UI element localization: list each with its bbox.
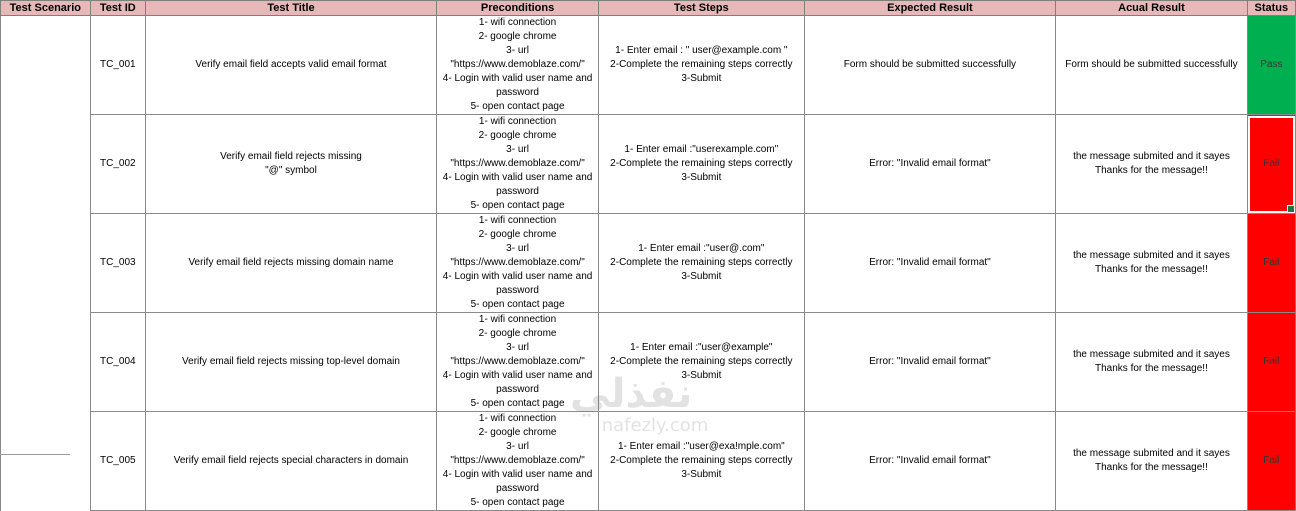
test-title-cell[interactable]: Verify email field rejects missing top-level domain: [145, 313, 436, 412]
expected-result-cell[interactable]: Error: "Invalid email format": [804, 115, 1056, 214]
table-row: [1, 16, 1296, 115]
preconditions-cell[interactable]: 1- wifi connection 2- google chrome 3- url "https://www.demoblaze.com/" 4- Login with valid user name and password 5- open contact page: [437, 16, 599, 115]
expected-result-cell[interactable]: Error: "Invalid email format": [804, 214, 1056, 313]
table-row: [1, 214, 1296, 313]
status-cell-fail[interactable]: Fail: [1247, 214, 1295, 313]
preconditions-cell[interactable]: 1- wifi connection 2- google chrome 3- url "https://www.demoblaze.com/" 4- Login with valid user name and password 5- open contact page: [437, 412, 599, 511]
status-cell-fail[interactable]: Fail: [1247, 313, 1295, 412]
expected-result-cell[interactable]: Error: "Invalid email format": [804, 313, 1056, 412]
test-title-cell[interactable]: Verify email field rejects missing "@" symbol: [145, 115, 436, 214]
header-expected-result[interactable]: Expected Result: [804, 1, 1056, 16]
table-row: [1, 115, 1296, 214]
header-actual-result[interactable]: Acual Result: [1056, 1, 1247, 16]
table-row: [1, 412, 1296, 511]
fill-handle[interactable]: [1287, 205, 1295, 213]
actual-result-cell[interactable]: the message submited and it sayes Thanks for the message!!: [1056, 412, 1247, 511]
status-cell-pass[interactable]: Pass: [1247, 16, 1295, 115]
header-test-scenario[interactable]: Test Scenario: [1, 1, 91, 16]
watermark-domain-text: nafezly.com: [601, 415, 709, 436]
header-test-id[interactable]: Test ID: [90, 1, 145, 16]
header-test-title[interactable]: Test Title: [145, 1, 436, 16]
header-preconditions[interactable]: Preconditions: [437, 1, 599, 16]
actual-result-cell[interactable]: the message submited and it sayes Thanks for the message!!: [1056, 313, 1247, 412]
expected-result-cell[interactable]: Error: "Invalid email format": [804, 412, 1056, 511]
test-title-cell[interactable]: Verify email field rejects special characters in domain: [145, 412, 436, 511]
expected-result-cell[interactable]: Form should be submitted successfully: [804, 16, 1056, 115]
test-steps-cell[interactable]: 1- Enter email :"user@exa!mple.com" 2-Complete the remaining steps correctly 3-Submit: [599, 412, 804, 511]
test-steps-cell[interactable]: 1- Enter email :"userexample.com" 2-Complete the remaining steps correctly 3-Submit: [599, 115, 804, 214]
actual-result-cell[interactable]: Form should be submitted successfully: [1056, 16, 1247, 115]
header-row: [1, 1, 1296, 16]
sheet-bottom-divider: [0, 454, 70, 455]
actual-result-cell[interactable]: the message submited and it sayes Thanks for the message!!: [1056, 214, 1247, 313]
test-id-cell[interactable]: TC_004: [90, 313, 145, 412]
test-steps-cell[interactable]: 1- Enter email :"user@example" 2-Complete the remaining steps correctly 3-Submit: [599, 313, 804, 412]
test-id-cell[interactable]: TC_001: [90, 16, 145, 115]
status-cell-fail-selected[interactable]: Fail: [1247, 115, 1295, 214]
test-id-cell[interactable]: TC_005: [90, 412, 145, 511]
test-steps-cell[interactable]: 1- Enter email : " user@example.com " 2-Complete the remaining steps correctly 3-Submit: [599, 16, 804, 115]
test-scenario-cell[interactable]: [1, 16, 91, 511]
preconditions-cell[interactable]: 1- wifi connection 2- google chrome 3- url "https://www.demoblaze.com/" 4- Login with valid user name and password 5- open contact page: [437, 313, 599, 412]
test-steps-cell[interactable]: 1- Enter email :"user@.com" 2-Complete the remaining steps correctly 3-Submit: [599, 214, 804, 313]
status-cell-fail[interactable]: Fail: [1247, 412, 1295, 511]
preconditions-cell[interactable]: 1- wifi connection 2- google chrome 3- url "https://www.demoblaze.com/" 4- Login with valid user name and password 5- open contact page: [437, 214, 599, 313]
header-test-steps[interactable]: Test Steps: [599, 1, 804, 16]
header-status[interactable]: Status: [1247, 1, 1295, 16]
test-title-cell[interactable]: Verify email field accepts valid email format: [145, 16, 436, 115]
watermark-arabic-text: نفذلي: [570, 371, 693, 417]
preconditions-cell[interactable]: 1- wifi connection 2- google chrome 3- url "https://www.demoblaze.com/" 4- Login with valid user name and password 5- open contact page: [437, 115, 599, 214]
table-row: [1, 313, 1296, 412]
actual-result-cell[interactable]: the message submited and it sayes Thanks for the message!!: [1056, 115, 1247, 214]
test-id-cell[interactable]: TC_003: [90, 214, 145, 313]
test-title-cell[interactable]: Verify email field rejects missing domain name: [145, 214, 436, 313]
test-id-cell[interactable]: TC_002: [90, 115, 145, 214]
